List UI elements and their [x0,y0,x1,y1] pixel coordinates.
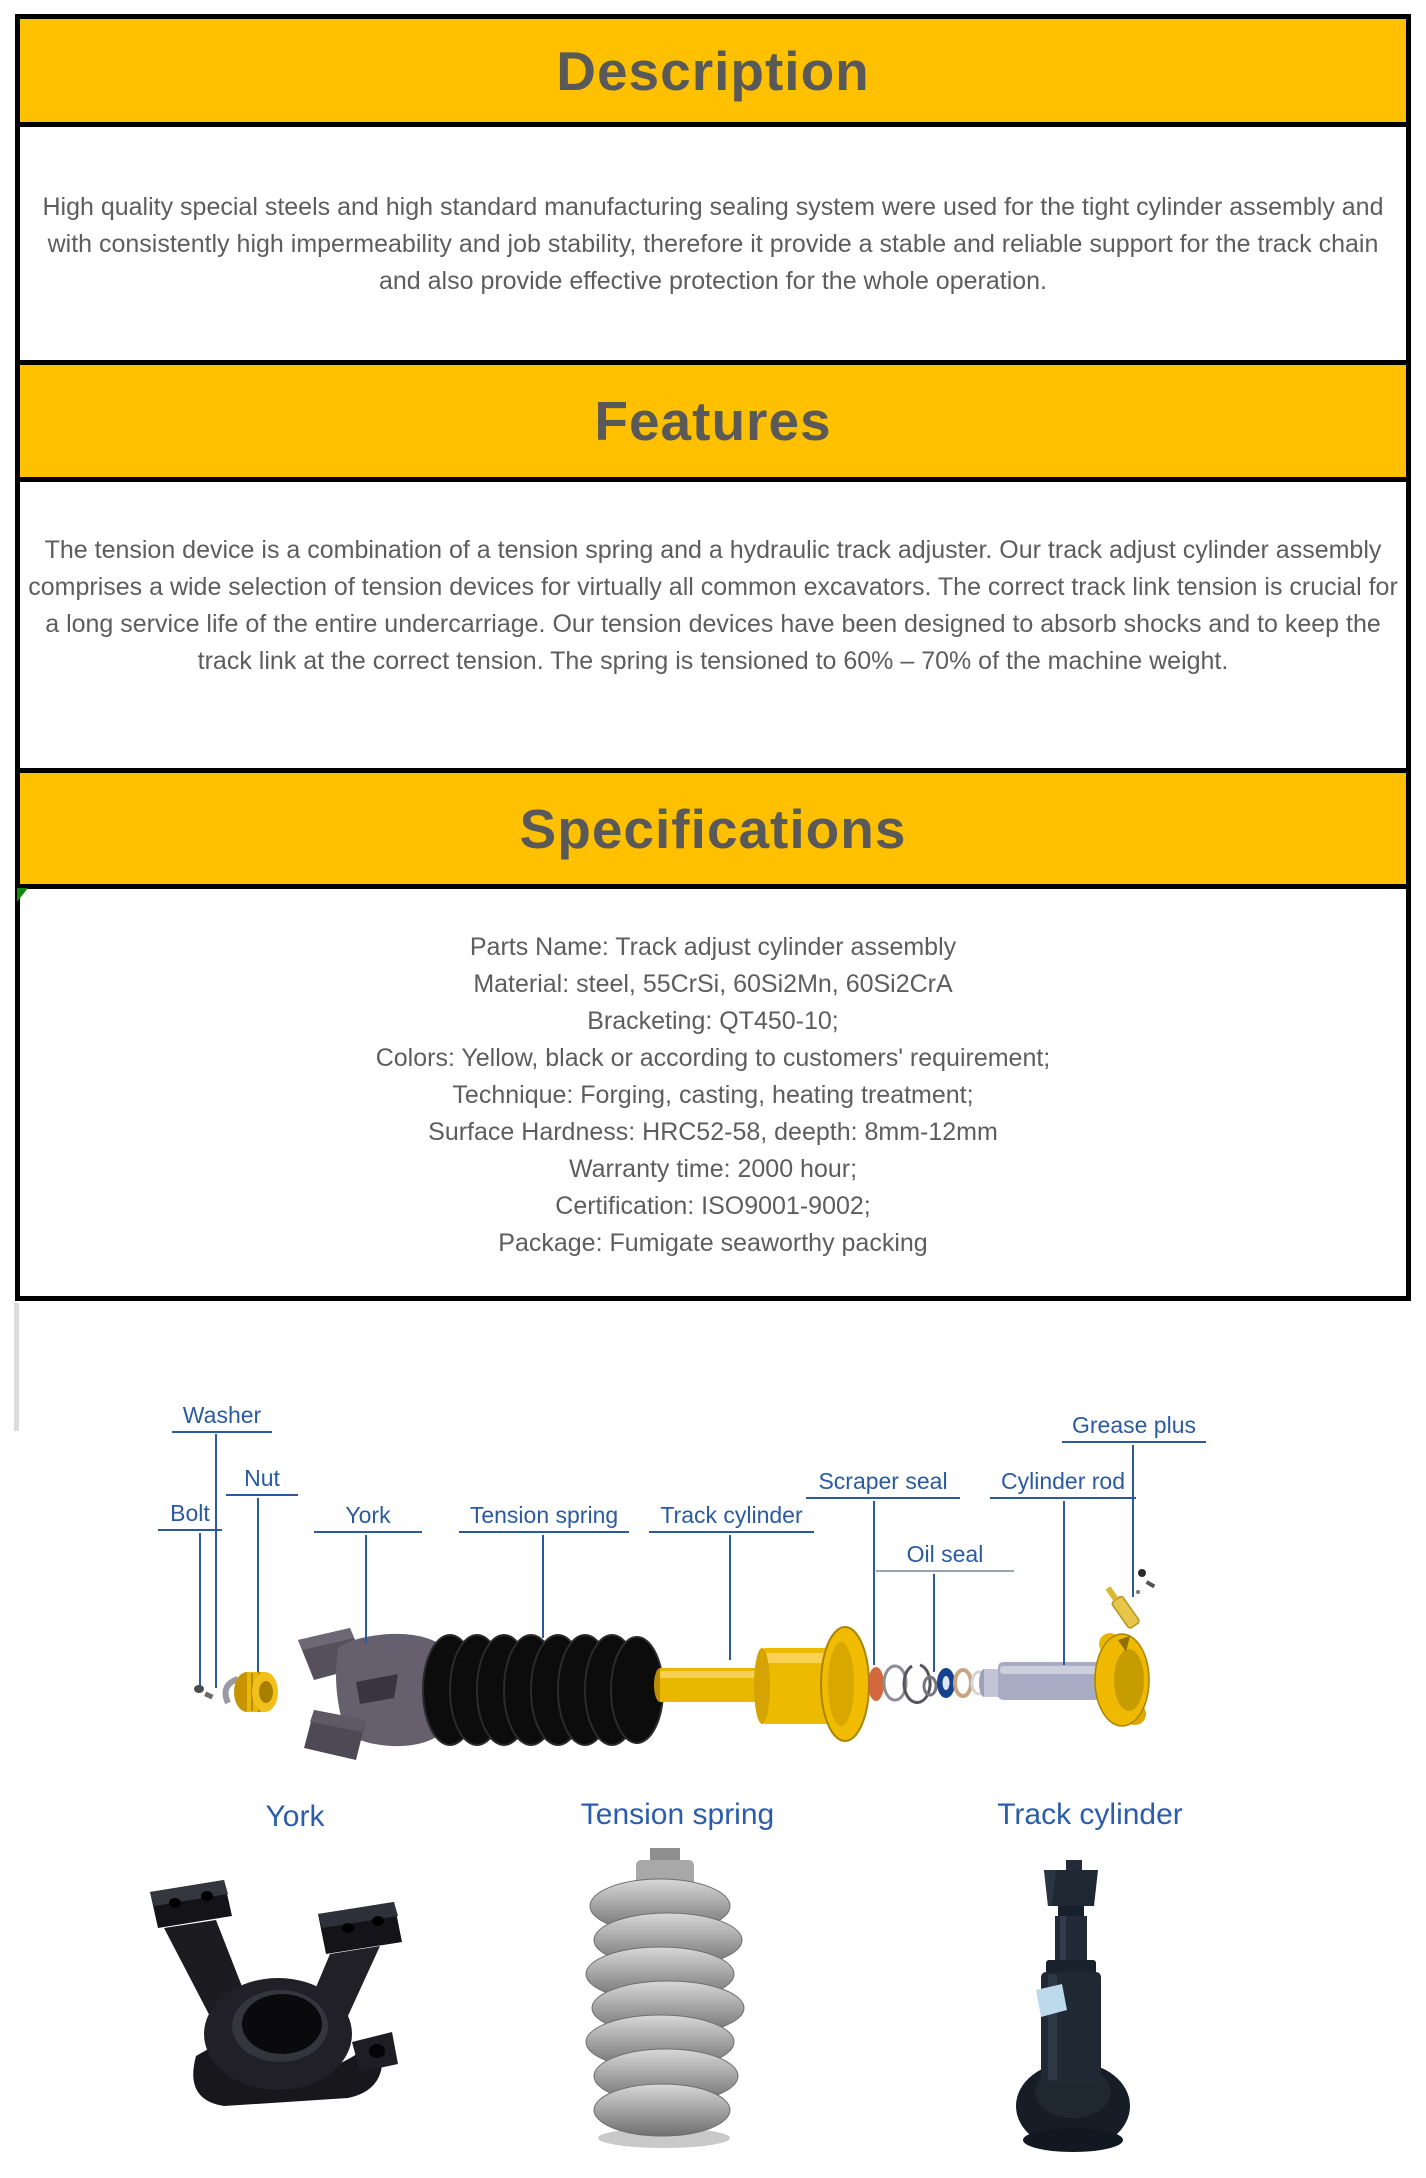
leader-line-bolt [199,1533,201,1686]
leader-line-scraper-seal [873,1501,875,1665]
leader-line-cylinder-rod [1063,1501,1065,1665]
part-label-track-cylinder: Track cylinder [649,1502,814,1533]
end-flange-part [1095,1633,1149,1726]
features-header [20,365,1406,482]
washer-part [226,1672,278,1712]
spec-line-package: Package: Fumigate seaworthy packing [498,1229,928,1257]
part-label-cylinder-rod: Cylinder rod [990,1468,1136,1499]
specifications-header [20,773,1406,889]
description-body [20,127,1406,365]
leader-line-york [365,1535,367,1643]
leader-line-grease-plus [1132,1445,1134,1597]
part-label-bolt: Bolt [158,1500,222,1531]
part-label-scraper-seal: Scraper seal [806,1468,960,1499]
part-label-grease-plus: Grease plus [1062,1412,1206,1443]
leader-line-washer [215,1434,217,1688]
product-label-tension-spring: Tension spring [580,1798,775,1831]
part-label-oil-seal: Oil seal [876,1541,1014,1572]
spec-line-certification: Certification: ISO9001-9002; [555,1192,871,1220]
spec-line-material: Material: steel, 55CrSi, 60Si2Mn, 60Si2CrA [473,970,953,998]
features-body [20,482,1406,773]
leader-line-track-cylinder [729,1535,731,1660]
part-label-york: York [314,1502,422,1533]
seal-rings-part [868,1665,986,1703]
spec-line-hardness: Surface Hardness: HRC52-58, deepth: 8mm-12mm [428,1118,998,1146]
description-header [20,19,1406,127]
leader-line-tension-spring [542,1535,544,1638]
part-label-washer: Washer [172,1402,272,1433]
bolt-part [194,1685,213,1699]
specifications-title: Specifications [519,797,907,860]
track-cylinder-photo [1016,1860,1130,2152]
specifications-body [20,889,1406,1296]
spec-line-colors: Colors: Yellow, black or according to customers' requirement; [375,1044,1051,1072]
leader-line-oil-seal [933,1574,935,1672]
features-title: Features [594,390,832,452]
features-paragraph: The tension device is a combination of a tension spring and a hydraulic track adjuster. Our track adjust cylinder assembly comprises a wide selection of tension devices for virtually all common excavators. The correct track link tension is crucial for a long service life of the entire undercarriage. Our tension devices have been designed to absorb shocks and to keep the track link at the correct tension. The spring is tensioned to 60% – 70% of the machine weight. [28,536,1398,675]
spec-line-bracketing: Bracketing: QT450-10; [587,1007,839,1035]
product-label-york: York [265,1800,325,1833]
parts-diagram [0,1300,1426,2178]
york-photo [150,1880,402,2106]
leader-line-nut [257,1498,259,1672]
part-label-nut: Nut [226,1465,298,1496]
product-label-track-cylinder: Track cylinder [997,1798,1183,1831]
part-label-tension-spring: Tension spring [459,1502,629,1533]
track-cylinder-part [654,1627,869,1741]
tension-spring-photo [586,1848,744,2148]
spec-line-warranty: Warranty time: 2000 hour; [568,1155,858,1183]
spec-line-technique: Technique: Forging, casting, heating treatment; [452,1081,974,1109]
spec-line-parts-name: Parts Name: Track adjust cylinder assembly [469,933,957,961]
description-paragraph: High quality special steels and high standard manufacturing sealing system were used for the tight cylinder assembly and with consistently high impermeability and job stability, therefore it provide a stable and reliable support for the track chain and also provide effective protection for the whole operation. [42,193,1384,295]
tension-spring-part [423,1635,663,1745]
section-table [15,14,1411,1301]
description-title: Description [556,39,870,102]
grease-fitting-part [1103,1569,1155,1629]
